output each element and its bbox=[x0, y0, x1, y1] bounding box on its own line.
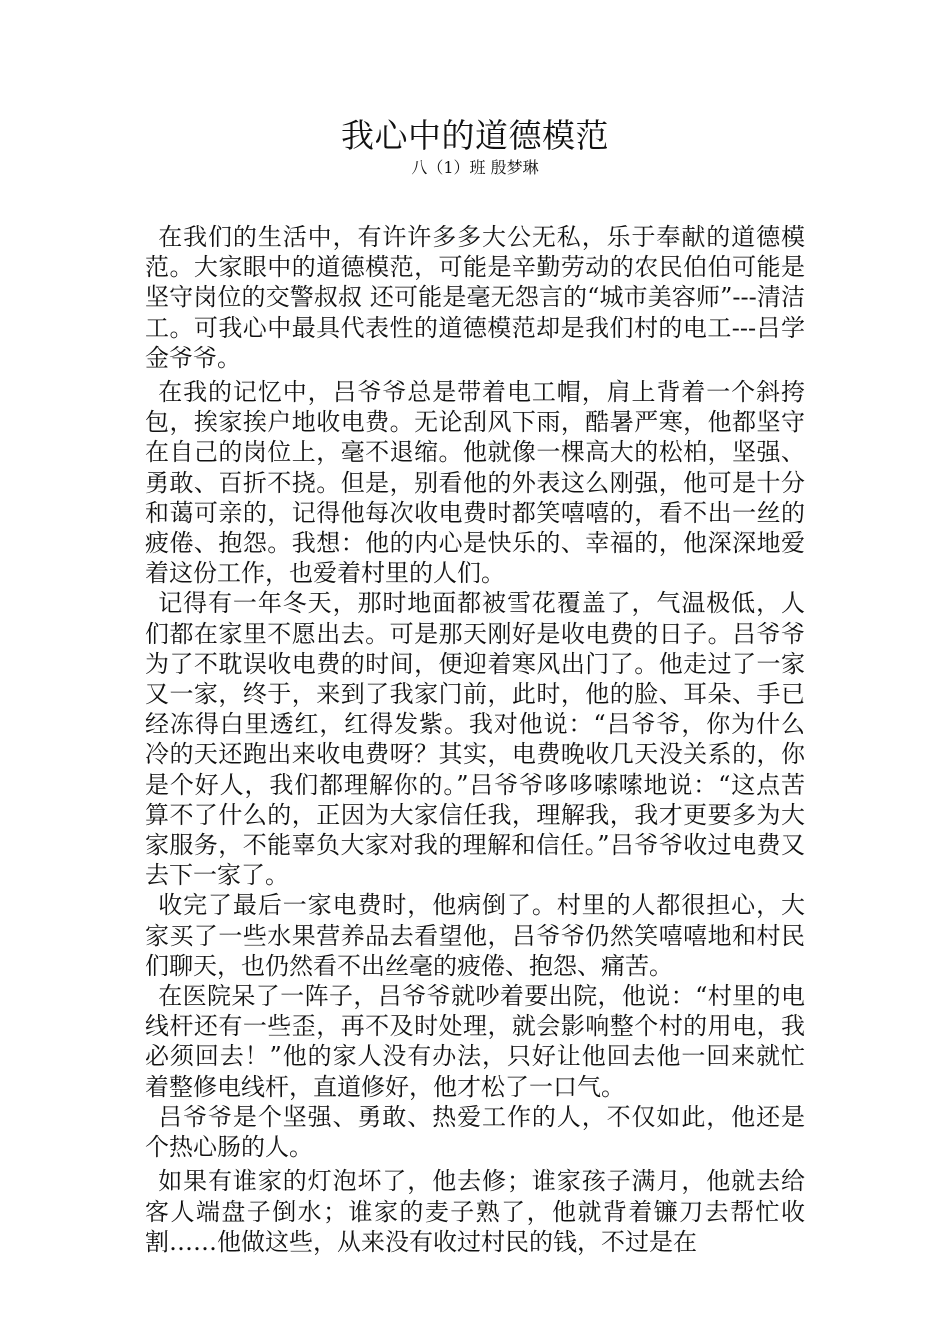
paragraph-1: 在我们的生活中，有许许多多大公无私，乐于奉献的道德模范。大家眼中的道德模范，可能是辛勤劳动的农民伯伯可能是坚守岗位的交警叔叔 还可能是毫无怨言的“城市美容师”---清洁工。可我心中最具代表性的道德模范却是我们村的电工---吕学金爷爷。 bbox=[145, 223, 805, 372]
document-title: 我心中的道德模范 bbox=[341, 116, 609, 155]
document-body bbox=[145, 222, 805, 1257]
author-byline: 八（1）班 殷梦琳 bbox=[411, 158, 539, 177]
paragraph-3: 记得有一年冬天，那时地面都被雪花覆盖了，气温极低，人们都在家里不愿出去。可是那天刚好是收电费的日子。吕爷爷为了不耽误收电费的时间，便迎着寒风出门了。他走过了一家又一家，终于，来到了我家门前，此时，他的脸、耳朵、手已经冻得白里透红，红得发紫。我对他说：“吕爷爷，你为什么冷的天还跑出来收电费呀？其实，电费晚收几天没关系的，你是个好人，我们都理解你的。”吕爷爷哆哆嗦嗦地说：“这点苦算不了什么的，正因为大家信任我，理解我，我才更要多为大家服务，不能辜负大家对我的理解和信任。”吕爷爷收过电费又去下一家了。 bbox=[145, 589, 805, 890]
paragraph-5: 在医院呆了一阵子，吕爷爷就吵着要出院，他说：“村里的电线杆还有一些歪，再不及时处理，就会影响整个村的用电，我必须回去！”他的家人没有办法，只好让他回去他一回来就忙着整修电线杆，直道修好，他才松了一口气。 bbox=[145, 982, 805, 1101]
paragraph-4: 收完了最后一家电费时，他病倒了。村里的人都很担心，大家买了一些水果营养品去看望他，吕爷爷仍然笑嘻嘻地和村民们聊天，也仍然看不出丝毫的疲倦、抱怨、痛苦。 bbox=[145, 891, 805, 980]
paragraph-2: 在我的记忆中，吕爷爷总是带着电工帽，肩上背着一个斜挎包，挨家挨户地收电费。无论刮风下雨，酷暑严寒，他都坚守在自己的岗位上，毫不退缩。他就像一棵高大的松柏，坚强、勇敢、百折不挠。但是，别看他的外表这么刚强，他可是十分和蔼可亲的，记得他每次收电费时都笑嘻嘻的，看不出一丝的疲倦、抱怨。我想：他的内心是快乐的、幸福的，他深深地爱着这份工作，也爱着村里的人们。 bbox=[145, 378, 805, 588]
paragraph-7: 如果有谁家的灯泡坏了，他去修；谁家孩子满月，他就去给客人端盘子倒水；谁家的麦子熟了，他就背着镰刀去帮忙收割……他做这些，从来没有收过村民的钱，不过是在 bbox=[145, 1167, 805, 1256]
paragraph-6: 吕爷爷是个坚强、勇敢、热爱工作的人，不仅如此，他还是个热心肠的人。 bbox=[145, 1102, 805, 1162]
